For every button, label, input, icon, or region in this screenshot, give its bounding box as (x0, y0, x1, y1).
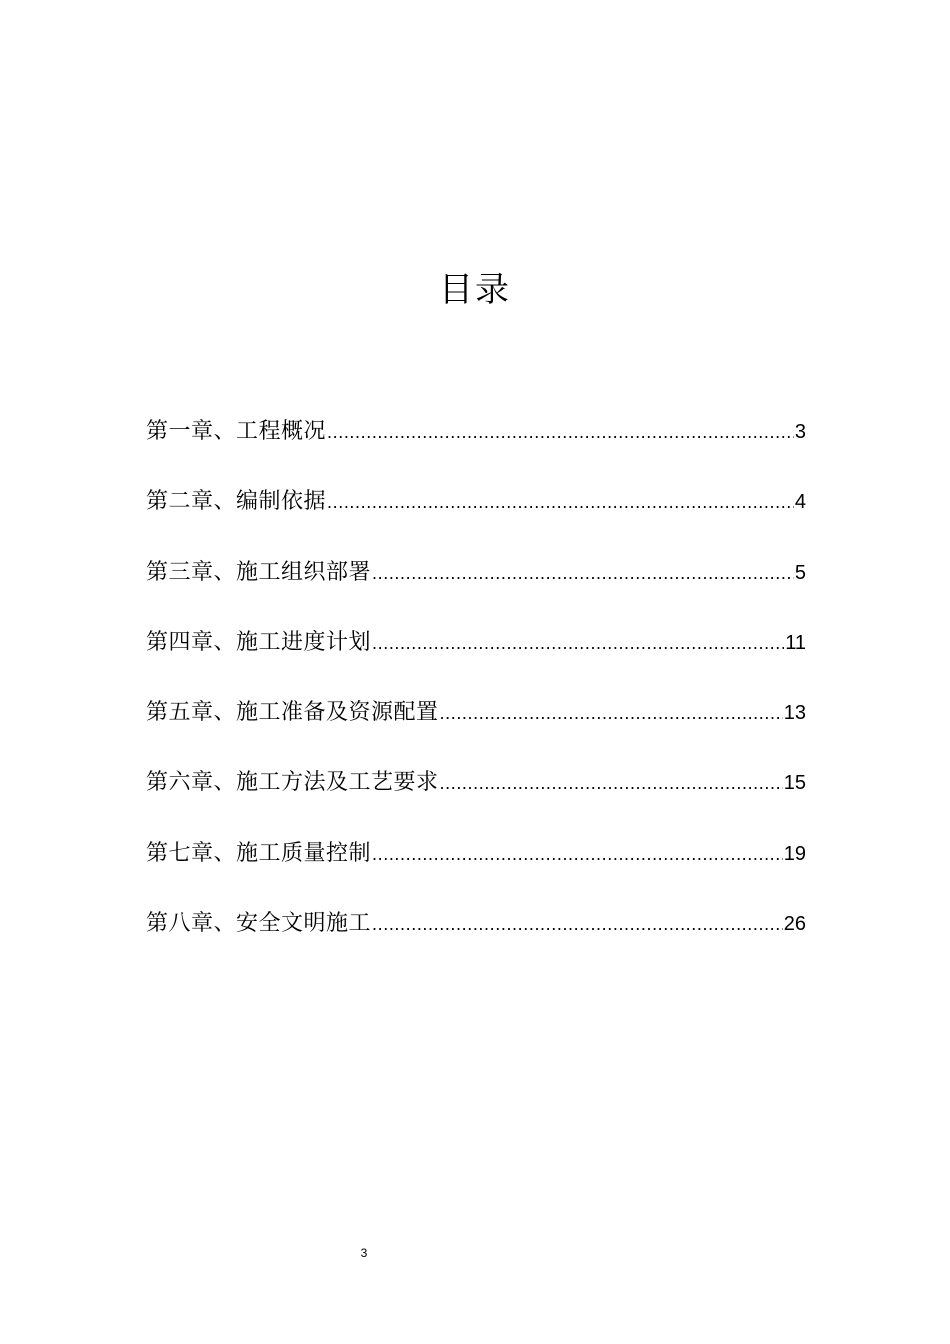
toc-entry-label: 第三章、施工组织部署 (146, 559, 372, 585)
toc-entry[interactable] (146, 836, 806, 906)
toc-entry[interactable] (146, 906, 806, 976)
toc-entry-label: 第八章、安全文明施工 (146, 911, 372, 937)
dot-leader (372, 625, 784, 661)
toc-entry-page: 11 (785, 631, 806, 654)
toc-entry-label: 第二章、编制依据 (146, 489, 327, 515)
dot-leader (440, 695, 783, 731)
toc-entry-label: 第四章、施工进度计划 (146, 629, 372, 655)
toc-entry-label: 第一章、工程概况 (146, 419, 327, 444)
toc-entry-label: 第五章、施工准备及资源配置 (146, 700, 439, 726)
dot-leader (327, 484, 794, 520)
toc-entry[interactable] (146, 695, 806, 765)
dot-leader (372, 555, 794, 591)
toc-entry[interactable] (146, 414, 806, 484)
toc-entry-page: 26 (783, 913, 806, 936)
toc-entry-page: 15 (783, 772, 806, 795)
table-of-contents (146, 414, 806, 976)
toc-entry[interactable] (146, 555, 806, 625)
toc-entry-label: 第七章、施工质量控制 (146, 840, 372, 866)
toc-entry-page: 19 (783, 842, 806, 865)
toc-entry-page: 13 (783, 702, 806, 725)
toc-entry-label: 第六章、施工方法及工艺要求 (146, 770, 439, 796)
dot-leader (372, 836, 783, 872)
toc-entry-page: 3 (794, 421, 806, 443)
toc-title: 目录 (439, 270, 511, 310)
dot-leader (372, 906, 783, 942)
toc-entry[interactable] (146, 625, 806, 695)
footer-page-number: 3 (360, 1246, 368, 1260)
dot-leader (327, 414, 794, 450)
toc-entry-page: 4 (794, 491, 806, 514)
toc-entry[interactable] (146, 484, 806, 554)
toc-entry[interactable] (146, 765, 806, 835)
toc-entry-page: 5 (794, 561, 806, 584)
dot-leader (440, 765, 783, 801)
